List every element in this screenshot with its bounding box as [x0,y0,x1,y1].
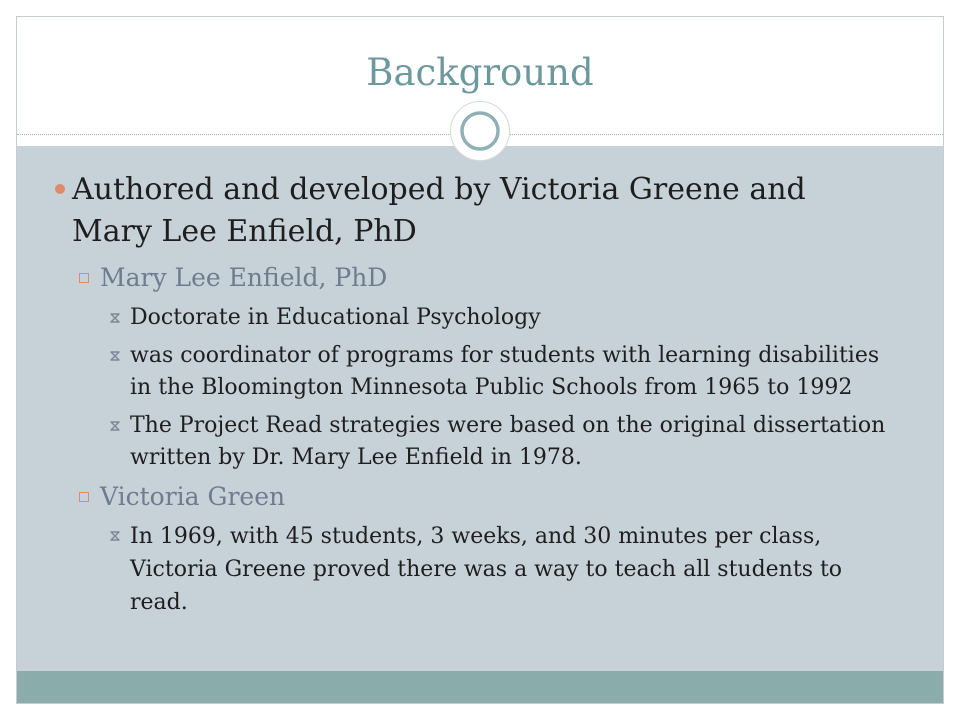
hourglass-bullet-icon [110,351,120,361]
section-heading: Victoria Green [100,482,286,511]
detail-line: written by Dr. Mary Lee Enfield in 1978. [130,445,582,470]
hollow-square-bullet-icon [79,492,89,502]
detail-line: Victoria Greene proved there was a way to teach all students to [130,557,843,582]
slide-title: Background [366,51,594,94]
detail-point [130,520,842,619]
hourglass-bullet-shape [111,314,119,322]
double-ring-circle-icon [448,99,512,163]
hourglass-bullet-shape [111,532,119,540]
detail-line: was coordinator of programs for students with learning disabilities [130,343,880,368]
hourglass-bullet-shape [111,352,119,360]
ornament-inner-ring [462,113,498,149]
detail-line: The Project Read strategies were based on the original dissertation [130,413,886,438]
detail-point [130,340,879,404]
detail-line: in the Bloomington Minnesota Public Schools from 1965 to 1992 [130,375,853,400]
section-heading: Mary Lee Enfield, PhD [100,263,388,292]
main-point [72,169,806,253]
hollow-square-bullet-icon [79,273,89,283]
main-point-line: Authored and developed by Victoria Greene and [72,172,806,207]
hourglass-bullet-shape [111,422,119,430]
detail-line: read. [130,590,188,615]
hourglass-bullet-icon [110,313,120,323]
detail-line: In 1969, with 45 students, 3 weeks, and 30 minutes per class, [130,524,822,549]
detail-point [130,410,885,474]
detail-point [130,302,541,334]
detail-line: Doctorate in Educational Psychology [130,305,541,330]
hourglass-bullet-icon [110,421,120,431]
filled-circle-bullet-icon [55,184,65,194]
footer-band [17,671,943,703]
main-point-line: Mary Lee Enfield, PhD [72,214,417,249]
hourglass-bullet-icon [110,531,120,541]
